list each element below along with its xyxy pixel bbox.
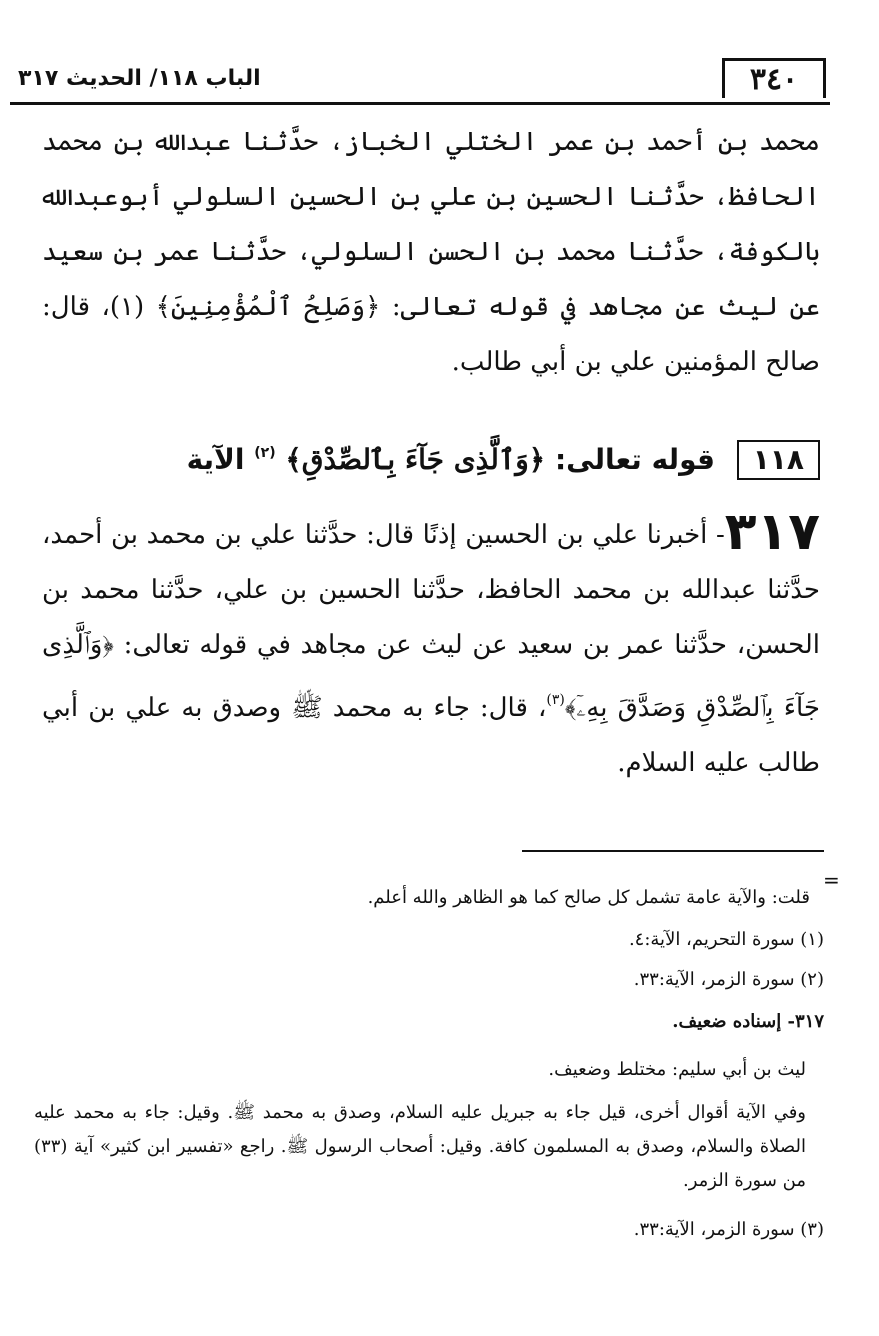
footnote-3-ref: (٣) سورة الزمر، الآية:٣٣. [633, 1219, 824, 1240]
hadith-text-a: - أخبرنا علي بن الحسين إذنًا قال: حدَّثنا علي بن محمد بن أحمد، حدَّثنا عبدالله بن محمد الحافظ، حدَّثنا الحسين بن علي، حدَّثنا محمد بن الحسن، حدَّثنا عمر بن سعيد عن ليث عن مجاهد في قوله تعالى: [42, 520, 820, 660]
footnote-note: قلت: والآية عامة تشمل كل صالح كما هو الظاهر والله أعلم. [367, 887, 810, 908]
footnote-separator [522, 850, 824, 852]
header-rule [10, 102, 830, 105]
footnote-3-line2: ليث بن أبي سليم: مختلط وضعيف. [548, 1059, 806, 1080]
chapter-footnote-ref: (٢) [254, 445, 276, 461]
page-header [10, 58, 830, 104]
chapter-title: قوله تعالى: [554, 443, 715, 476]
footnote-3-line3: وفي الآية أقوال أخرى، قيل جاء به جبريل عليه السلام، وصدق به محمد ﷺ. وقيل: جاء به محمد عليه الصلاة والسلام، وصدق به المسلمون كافة. وقيل: أصحاب الرسول ﷺ. راجع «تفسير ابن كثير» آية (٣٣) من سورة الزمر. [34, 1102, 806, 1191]
paragraph-continuation: محمد بن أحمد بن عمر الختلي الخباز، حدَّثنا عبدالله بن محمد الحافظ، حدَّثنا الحسين بن علي بن الحسين السلولي أبوعبدالله بالكوفة، حدَّثنا محمد بن الحسن السلولي، حدَّثنا عمر بن سعيد عن ليث عن مجاهد في قوله تعالى: ﴿وَصَلِحُ ٱلْمُؤْمِنِينَ﴾ (١)، قال: صالح المؤمنين علي بن أبي طالب. [42, 127, 820, 377]
footnote-2: (٢) سورة الزمر، الآية:٣٣. [633, 969, 824, 990]
chapter-verse: ﴿وَٱلَّذِى جَآءَ بِٱلصِّدْقِ﴾ [285, 443, 546, 476]
chapter-number: ١١٨ [737, 440, 820, 480]
hadith-number: ٣١٧ [724, 502, 820, 562]
page-number: ٣٤٠ [722, 58, 826, 98]
footnote-1: (١) سورة التحريم، الآية:٤. [628, 929, 824, 950]
chapter-heading [40, 440, 820, 480]
hadith-footnote-ref: (٣) [546, 692, 565, 708]
footnote-3-head: ٣١٧- إسناده ضعيف. [672, 1011, 824, 1032]
hadith-verse: ﴿وَٱلَّذِى جَآءَ بِٱلصِّدْقِ وَصَدَّقَ بِهِۦٓ﴾ [42, 630, 820, 723]
chapter-tail: الآية [186, 443, 245, 476]
running-head: الباب ١١٨/ الحديث ٣١٧ [18, 66, 261, 91]
footnote-continuation-mark: = [823, 868, 840, 892]
hadith-paragraph [42, 502, 820, 791]
hadith-text-b: ، قال: جاء به محمد ﷺ وصدق به علي بن أبي طالب عليه السلام. [42, 693, 820, 778]
